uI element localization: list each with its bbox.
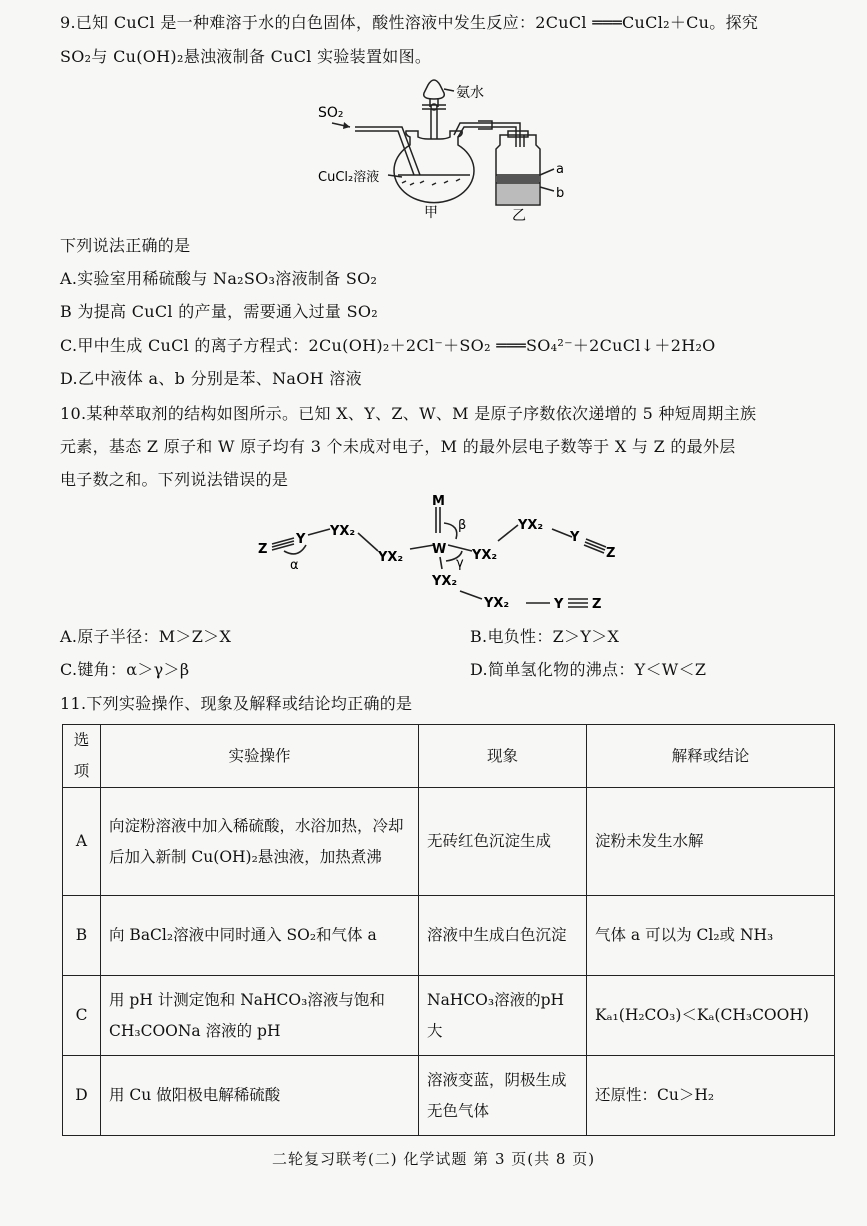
- q10-stem-line1: 10.某种萃取剂的结构如图所示。已知 X、Y、Z、W、M 是原子序数依次递增的 5 种短周期主族: [60, 404, 757, 423]
- row-phenomenon: 无砖红色沉淀生成: [419, 788, 587, 896]
- struct-alpha: α: [290, 558, 299, 573]
- q9-stem-line2: SO₂与 Cu(OH)₂悬浊液制备 CuCl 实验装置如图。: [60, 47, 432, 66]
- header-option: 选项: [63, 725, 101, 788]
- q10-structure-figure: [250, 495, 630, 615]
- q9-apparatus-figure: [310, 75, 600, 225]
- q9-prompt: 下列说法正确的是: [60, 236, 191, 255]
- row-operation: 用 Cu 做阳极电解稀硫酸: [101, 1056, 419, 1136]
- table-row: [63, 896, 835, 976]
- row-option: B: [63, 896, 101, 976]
- label-cucl2-solution: CuCl₂溶液: [318, 170, 380, 185]
- header-operation: 实验操作: [101, 725, 419, 788]
- struct-y-left: Y: [296, 532, 306, 547]
- q9-option-a: A.实验室用稀硫酸与 Na₂SO₃溶液制备 SO₂: [60, 269, 378, 288]
- header-phenomenon: 现象: [419, 725, 587, 788]
- table-row: [63, 788, 835, 896]
- q10-option-d: D.简单氢化物的沸点：Y＜W＜Z: [470, 660, 707, 679]
- row-conclusion: 淀粉未发生水解: [587, 788, 835, 896]
- q10-stem-line2: 元素，基态 Z 原子和 W 原子均有 3 个未成对电子，M 的最外层电子数等于 X 与 Z 的最外层: [60, 437, 736, 456]
- q9-stem-line1: 9.已知 CuCl 是一种难溶于水的白色固体，酸性溶液中发生反应：2CuCl ═══CuCl₂＋Cu。探究: [60, 13, 759, 32]
- q9-option-b: B 为提高 CuCl 的产量，需要通入过量 SO₂: [60, 302, 379, 321]
- row-option: D: [63, 1056, 101, 1136]
- struct-m: M: [432, 495, 445, 509]
- struct-yx2-2: YX₂: [378, 550, 404, 565]
- struct-beta: β: [458, 518, 467, 533]
- label-yi: 乙: [512, 208, 526, 224]
- row-conclusion: 还原性：Cu＞H₂: [587, 1056, 835, 1136]
- struct-yx2-4: YX₂: [518, 518, 544, 533]
- row-phenomenon: 溶液变蓝，阴极生成无色气体: [419, 1056, 587, 1136]
- q9-option-c: C.甲中生成 CuCl 的离子方程式：2Cu(OH)₂＋2Cl⁻＋SO₂ ═══SO₄²⁻＋2CuCl↓＋2H₂O: [60, 336, 716, 355]
- q10-option-b: B.电负性：Z＞Y＞X: [470, 627, 620, 646]
- struct-y-bottom: Y: [554, 597, 564, 612]
- struct-z-bottom: Z: [592, 597, 602, 612]
- label-b: b: [556, 186, 565, 201]
- struct-yx2-6: YX₂: [484, 596, 510, 611]
- struct-yx2-5: YX₂: [432, 574, 458, 589]
- q10-option-a: A.原子半径：M＞Z＞X: [60, 627, 232, 646]
- struct-yx2-3: YX₂: [472, 548, 498, 563]
- row-phenomenon: NaHCO₃溶液的pH 大: [419, 976, 587, 1056]
- label-a: a: [556, 162, 564, 177]
- table-row: [63, 1056, 835, 1136]
- header-conclusion: 解释或结论: [587, 725, 835, 788]
- row-conclusion: Kₐ₁(H₂CO₃)＜Kₐ(CH₃COOH): [587, 976, 835, 1056]
- row-option: C: [63, 976, 101, 1056]
- row-phenomenon: 溶液中生成白色沉淀: [419, 896, 587, 976]
- row-option: A: [63, 788, 101, 896]
- label-so2: SO₂: [318, 105, 344, 121]
- row-operation: 用 pH 计测定饱和 NaHCO₃溶液与饱和CH₃COONa 溶液的 pH: [101, 976, 419, 1056]
- struct-z-left: Z: [258, 542, 268, 557]
- page-footer: 二轮复习联考(二) 化学试题 第 3 页(共 8 页): [271, 1150, 596, 1168]
- row-conclusion: 气体 a 可以为 Cl₂或 NH₃: [587, 896, 835, 976]
- q11-table: [62, 724, 835, 1136]
- label-ammonia: 氨水: [456, 85, 484, 101]
- q10-stem-line3: 电子数之和。下列说法错误的是: [60, 470, 289, 489]
- row-operation: 向 BaCl₂溶液中同时通入 SO₂和气体 a: [101, 896, 419, 976]
- struct-z-right: Z: [606, 546, 616, 561]
- label-jia: 甲: [424, 205, 438, 221]
- struct-w: W: [432, 542, 447, 557]
- q9-option-d: D.乙中液体 a、b 分别是苯、NaOH 溶液: [60, 369, 362, 388]
- q11-stem: 11.下列实验操作、现象及解释或结论均正确的是: [60, 694, 413, 713]
- struct-yx2-1: YX₂: [330, 524, 356, 539]
- row-operation: 向淀粉溶液中加入稀硫酸，水浴加热，冷却后加入新制 Cu(OH)₂悬浊液，加热煮沸: [101, 788, 419, 896]
- struct-gamma: γ: [456, 556, 464, 571]
- struct-y-right: Y: [570, 530, 580, 545]
- table-row: [63, 976, 835, 1056]
- table-header-row: [63, 725, 835, 788]
- q10-option-c: C.键角：α＞γ＞β: [60, 660, 190, 679]
